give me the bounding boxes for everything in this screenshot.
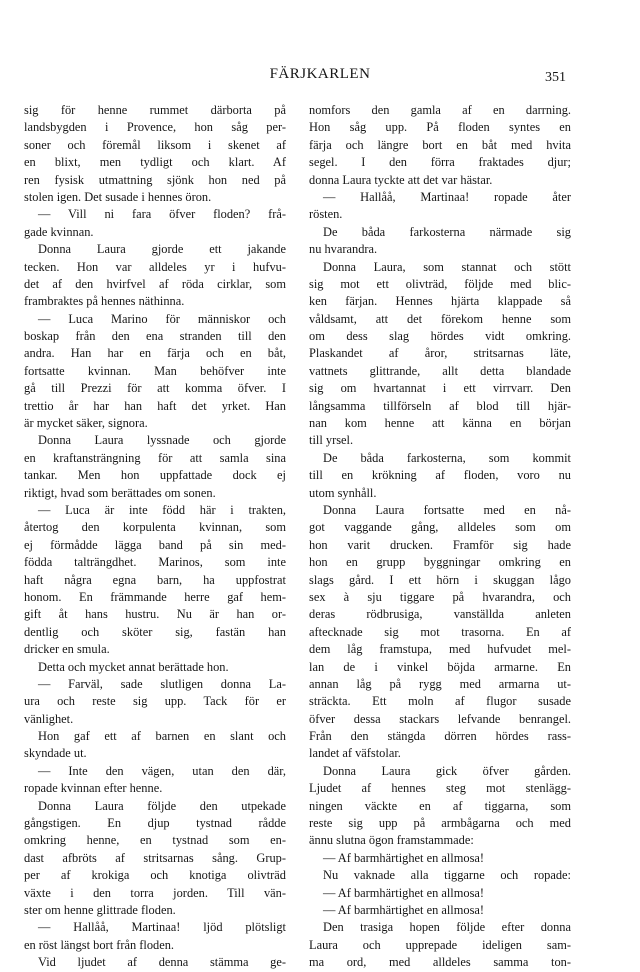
text-line: långsamma tillförseln af blod till hjär- bbox=[309, 398, 571, 413]
text-line: Detta och mycket annat berättade hon. bbox=[38, 659, 229, 674]
text-line: Donna Laura gick öfver gården. bbox=[323, 763, 571, 778]
text-line: landsbygden i Provence, hon såg per- bbox=[24, 120, 286, 135]
text-line: tankar. Men hon uppfattade dock ej bbox=[24, 468, 286, 483]
text-line: hon varit drucken. Framför sig hade bbox=[309, 537, 571, 552]
text-line: Donna Laura lyssnade och gjorde bbox=[38, 433, 286, 448]
text-line: ma ord, med alldeles samma ton- bbox=[309, 955, 571, 970]
text-line: riktigt, hvad som berättades om sonen. bbox=[24, 485, 216, 500]
text-line: Den trasiga hopen följde efter donna bbox=[323, 920, 571, 935]
text-line: ej förmådde lägga band på sin med- bbox=[24, 537, 286, 552]
text-line: Donna Laura, som stannat och stött bbox=[323, 259, 571, 274]
text-line: tecken. Hon var alldeles yr i hufvu- bbox=[24, 259, 286, 274]
text-line: aftecknade sig mot trasorna. En af bbox=[309, 624, 571, 639]
text-line: — Af barmhärtighet en allmosa! bbox=[323, 902, 485, 917]
text-line: en röst längst bort från floden. bbox=[24, 937, 175, 952]
text-line: segel. I den förra fraktades djur; bbox=[309, 155, 571, 170]
text-line: hon en grupp byggningar omkring en bbox=[309, 555, 571, 570]
text-line: andra. Han har en färja och en båt, bbox=[24, 346, 286, 361]
text-line: honom. En främmande herre gaf hem- bbox=[24, 589, 286, 604]
text-line: födda talträngdhet. Marinos, som inte bbox=[24, 555, 286, 570]
text-line: reste sig upp på armbågarna och med bbox=[309, 816, 571, 831]
text-line: färja och längre bort en båt med hvita bbox=[309, 137, 571, 152]
text-line: ura och reste sig upp. Tack för er bbox=[24, 694, 286, 709]
text-line: gå till Prezzi för att komma öfver. I bbox=[24, 381, 286, 396]
text-line: De båda farkosterna, som kommit bbox=[323, 450, 571, 465]
text-line: Donna Laura fortsatte med en nå- bbox=[323, 502, 571, 517]
right-text-column bbox=[309, 102, 571, 972]
text-line: till en krökning af floden, voro nu bbox=[309, 468, 571, 483]
text-line: Laura och upprepade ideligen sam- bbox=[309, 937, 571, 952]
text-line: boskap från den ena stranden till den bbox=[24, 329, 286, 344]
text-line: soner och föremål liksom i skenet af bbox=[24, 137, 286, 152]
text-line: ken färjan. Hennes hjärta klappade så bbox=[309, 294, 571, 309]
text-line: utom synhåll. bbox=[309, 485, 377, 500]
text-line: växte i den torra jorden. Till vän- bbox=[24, 885, 286, 900]
text-line: återtog den korpulenta kvinnan, som bbox=[24, 520, 286, 535]
text-line: Donna Laura gjorde ett jakande bbox=[38, 242, 286, 257]
text-line: sig om hvartannat i ett virrvarr. Den bbox=[309, 381, 571, 396]
text-line: rösten. bbox=[309, 207, 343, 222]
left-text-column bbox=[24, 102, 286, 972]
text-line: fortsatte kvinnan. Man behöfver inte bbox=[24, 363, 286, 378]
text-line: nomfors den gamla af en darrning. bbox=[309, 103, 571, 117]
text-line: dentlig och sköter sig, fastän han bbox=[24, 624, 286, 639]
text-line: dem låg framstupa, med hufvudet mel- bbox=[309, 642, 571, 657]
text-line: landet af väfstolar. bbox=[309, 746, 401, 761]
text-line: — Luca är inte född här i trakten, bbox=[38, 502, 286, 517]
text-line: frambraktes på hennes näthinna. bbox=[24, 294, 185, 309]
text-line: en kraftansträngning för att samla sina bbox=[24, 450, 286, 465]
text-line: Hon såg upp. På floden syntes en bbox=[309, 120, 571, 135]
text-line: vattnets glittrande, allt detta blandade bbox=[309, 363, 571, 378]
text-line: — Af barmhärtighet en allmosa! bbox=[323, 850, 485, 865]
text-line: trettio år har han haft det yrket. Han bbox=[24, 398, 286, 413]
text-line: dast afbröts af stritsarnas sång. Grup- bbox=[24, 850, 286, 865]
text-line: got vaggande gång, alldeles som om bbox=[309, 520, 571, 535]
text-line: — Luca Marino för människor och bbox=[38, 311, 286, 326]
text-line: Plaskandet af åror, stritsarnas läte, bbox=[309, 346, 571, 361]
text-line: sig mot ett olivträd, följde med blic- bbox=[309, 276, 571, 291]
text-line: nu hvarandra. bbox=[309, 242, 378, 257]
running-header-title: FÄRJKARLEN bbox=[269, 66, 371, 82]
text-line: Ljudet af hennes steg mot stenlägg- bbox=[309, 781, 571, 796]
text-line: nan kom henne att känna en början bbox=[309, 416, 571, 431]
text-line: donna Laura tyckte att det var hästar. bbox=[309, 172, 493, 187]
text-line: det af den hvirfvel af röda cirklar, som bbox=[24, 276, 286, 291]
text-line: ännu slutna ögon framstammade: bbox=[309, 833, 474, 848]
text-line: Hon gaf ett af barnen en slant och bbox=[38, 729, 286, 744]
text-line: deras rödbrusiga, vanställda anleten bbox=[309, 607, 571, 622]
text-line: — Hallåå, Martinaa! ljöd plötsligt bbox=[38, 920, 286, 935]
page-number: 351 bbox=[545, 70, 566, 85]
text-line: ningen väckte en af tiggarna, som bbox=[309, 798, 571, 813]
text-line: omkring henne, en tystnad som en- bbox=[24, 833, 286, 848]
text-line: sex à sju tiggare på hvarandra, och bbox=[309, 589, 571, 604]
text-line: vänlighet. bbox=[24, 711, 74, 726]
text-line: är mycket säker, signora. bbox=[24, 416, 148, 431]
text-line: — Farväl, sade slutligen donna La- bbox=[38, 676, 286, 691]
text-line: ster om henne glittrade floden. bbox=[24, 902, 176, 917]
text-line: — Inte den vägen, utan den där, bbox=[38, 763, 286, 778]
text-line: gift åt hans hustru. Nu är han or- bbox=[24, 607, 286, 622]
text-line: stolen igen. Det susade i hennes öron. bbox=[24, 189, 212, 204]
text-line: ropade kvinnan efter henne. bbox=[24, 781, 163, 796]
text-line: gade kvinnan. bbox=[24, 224, 94, 239]
text-line: dricker en smula. bbox=[24, 642, 110, 657]
text-line: per af krokiga och knotiga olivträd bbox=[24, 868, 286, 883]
text-line: haft några egna barn, ha uppfostrat bbox=[24, 572, 286, 587]
text-line: slags gård. I ett hörn i skuggan lågo bbox=[309, 572, 571, 587]
text-line: Nu vaknade alla tiggarne och ropade: bbox=[323, 868, 571, 883]
text-line: ren fysisk utmattning sjönk hon ned på bbox=[24, 172, 286, 187]
text-line: gångstigen. En djup tystnad rådde bbox=[24, 816, 286, 831]
text-line: — Hallåå, Martinaa! ropade åter bbox=[323, 189, 571, 204]
text-line: om dess slag hördes vidt omkring. bbox=[309, 329, 571, 344]
text-line: Donna Laura följde den utpekade bbox=[38, 798, 286, 813]
text-line: sig för henne rummet därborta på bbox=[24, 103, 286, 117]
text-line: öfver dessa stackars lefvande benrangel. bbox=[309, 711, 571, 726]
text-line: våldsamt, att det förekom henne som bbox=[309, 311, 571, 326]
text-line: en blixt, men tydligt och klart. Af bbox=[24, 155, 286, 170]
text-line: Från den stängda dörren hördes rass- bbox=[309, 729, 571, 744]
text-line: skyndade ut. bbox=[24, 746, 87, 761]
text-line: till yrsel. bbox=[309, 433, 354, 448]
text-line: — Vill ni fara öfver floden? frå- bbox=[38, 207, 286, 222]
text-line: annan låg på rygg med armarna ut- bbox=[309, 676, 571, 691]
text-line: De båda farkosterna närmade sig bbox=[323, 224, 571, 239]
text-line: sträckta. Ett moln af flugor susade bbox=[309, 694, 571, 709]
text-line: Vid ljudet af denna stämma ge- bbox=[38, 955, 286, 970]
text-line: lan de i vinkel böjda armarne. En bbox=[309, 659, 571, 674]
text-line: — Af barmhärtighet en allmosa! bbox=[323, 885, 485, 900]
